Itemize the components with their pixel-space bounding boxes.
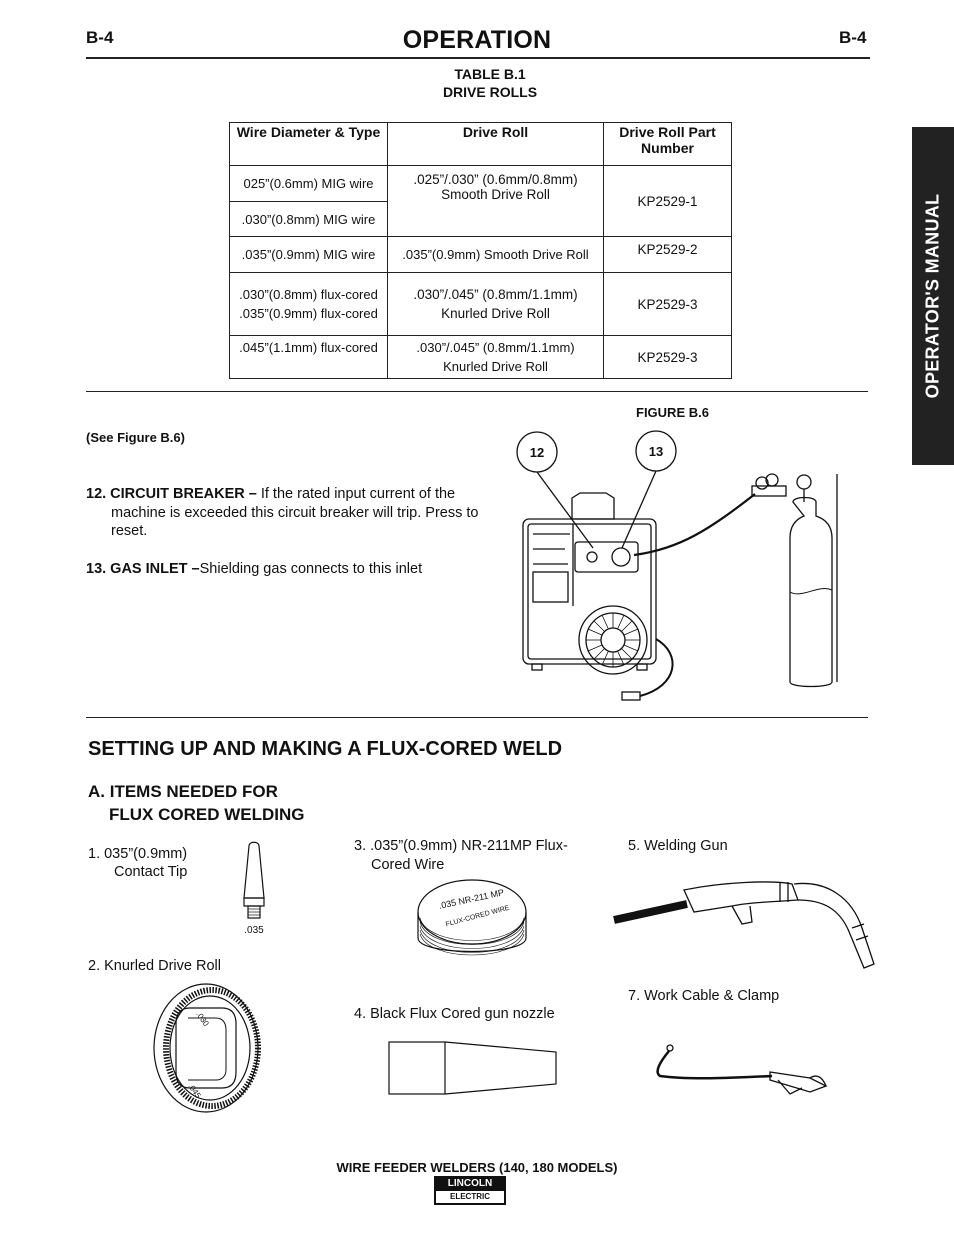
page-title: OPERATION <box>402 26 552 54</box>
drive-rolls-table <box>229 122 732 379</box>
lincoln-electric-logo <box>434 1176 506 1205</box>
cell-wire: .030”(0.8mm) MIG wire <box>230 202 388 237</box>
footer-model: WIRE FEEDER WELDERS (140, 180 MODELS) <box>336 1160 618 1175</box>
section-title: SETTING UP AND MAKING A FLUX-CORED WELD <box>88 738 563 760</box>
subsection-line2: FLUX CORED WELDING <box>109 805 305 824</box>
table-row <box>230 237 732 273</box>
drive-roll-mark-030: .030 <box>194 1009 211 1028</box>
cell-part: KP2529-1 <box>604 166 732 237</box>
logo-bottom: ELECTRIC <box>436 1191 504 1203</box>
knurled-drive-roll-drawing <box>150 978 270 1118</box>
item-circuit-breaker-label: 12. CIRCUIT BREAKER – <box>86 486 257 502</box>
cell-roll: .030”/.045” (0.8mm/1.1mm) Knurled Drive Roll <box>388 336 604 379</box>
cell-part: KP2529-2 <box>604 237 732 273</box>
contact-tip-size: .035 <box>244 925 264 936</box>
gas-hose <box>634 494 755 555</box>
callout-13: 13 <box>648 444 664 459</box>
part-5-label: 5. Welding Gun <box>628 838 728 854</box>
cell-roll: .030”/.045” (0.8mm/1.1mm) Knurled Drive Roll <box>388 273 604 336</box>
contact-tip-drawing <box>236 838 276 938</box>
cell-wire: 025”(0.6mm) MIG wire <box>230 166 388 202</box>
part-1-label-2: Contact Tip <box>114 864 188 880</box>
section-divider <box>86 717 868 718</box>
page-code-right: B-4 <box>839 28 867 47</box>
part-3-label: 3. .035”(0.9mm) NR-211MP Flux- <box>354 838 568 854</box>
callout-12: 12 <box>529 445 545 460</box>
wire-spool-drawing <box>408 872 538 972</box>
item-gas-inlet <box>86 560 476 579</box>
cell-wire: .045”(1.1mm) flux-cored <box>230 336 388 379</box>
table-row <box>230 336 732 379</box>
figure-b6-drawing <box>510 424 850 714</box>
figure-label: FIGURE B.6 <box>636 405 709 420</box>
cell-wire: .030”(0.8mm) flux-cored .035”(0.9mm) flux-cored <box>230 273 388 336</box>
part-2-label: 2. Knurled Drive Roll <box>88 958 221 974</box>
part-1-label: 1. 035”(0.9mm) <box>88 846 188 862</box>
subsection-line1: A. ITEMS NEEDED FOR <box>88 782 278 801</box>
power-plug <box>622 692 640 700</box>
spool-label-top: .035 NR-211 MP <box>437 887 505 911</box>
table-header-row <box>230 123 732 166</box>
item-gas-inlet-text: Shielding gas connects to this inlet <box>199 561 423 577</box>
item-gas-inlet-label: 13. GAS INLET – <box>86 561 200 577</box>
cell-part: KP2529-3 <box>604 336 732 379</box>
see-figure-note: (See Figure B.6) <box>86 430 185 445</box>
gun-nozzle-drawing <box>386 1036 562 1100</box>
cell-roll: .035”(0.9mm) Smooth Drive Roll <box>388 237 604 273</box>
side-tab <box>912 127 954 465</box>
header-wire: Wire Diameter & Type <box>230 123 388 166</box>
gas-cylinder <box>790 498 832 687</box>
part-4-label: 4. Black Flux Cored gun nozzle <box>354 1006 555 1022</box>
spool-label-bottom: FLUX-CORED WIRE <box>444 904 511 929</box>
header-part: Drive Roll Part Number <box>604 123 732 166</box>
welder-machine <box>523 493 656 674</box>
section-divider <box>86 391 868 392</box>
logo-top: LINCOLN <box>447 1178 493 1189</box>
welding-gun-drawing <box>612 872 884 976</box>
item-circuit-breaker <box>86 485 501 541</box>
item-circuit-breaker-text: If the rated input current of the machine is exceeded this circuit breaker will trip. Press to reset. <box>111 486 479 539</box>
cell-wire: .035”(0.9mm) MIG wire <box>230 237 388 273</box>
header-rule <box>86 57 870 59</box>
table-row <box>230 273 732 336</box>
cell-roll: .025”/.030” (0.6mm/0.8mm) Smooth Drive Roll <box>388 166 604 237</box>
side-tab-label: OPERATOR'S MANUAL <box>922 193 943 399</box>
header-roll: Drive Roll <box>388 123 604 166</box>
table-row <box>230 166 732 202</box>
page-code-left: B-4 <box>86 28 114 47</box>
table-caption: TABLE B.1 <box>454 66 526 82</box>
work-clamp-drawing <box>650 1036 836 1116</box>
cell-part: KP2529-3 <box>604 273 732 336</box>
table-subcaption: DRIVE ROLLS <box>442 84 538 100</box>
part-7-label: 7. Work Cable & Clamp <box>628 988 780 1004</box>
drive-roll-mark-045: .045 <box>186 1081 203 1100</box>
part-3-label-2: Cored Wire <box>371 857 445 873</box>
